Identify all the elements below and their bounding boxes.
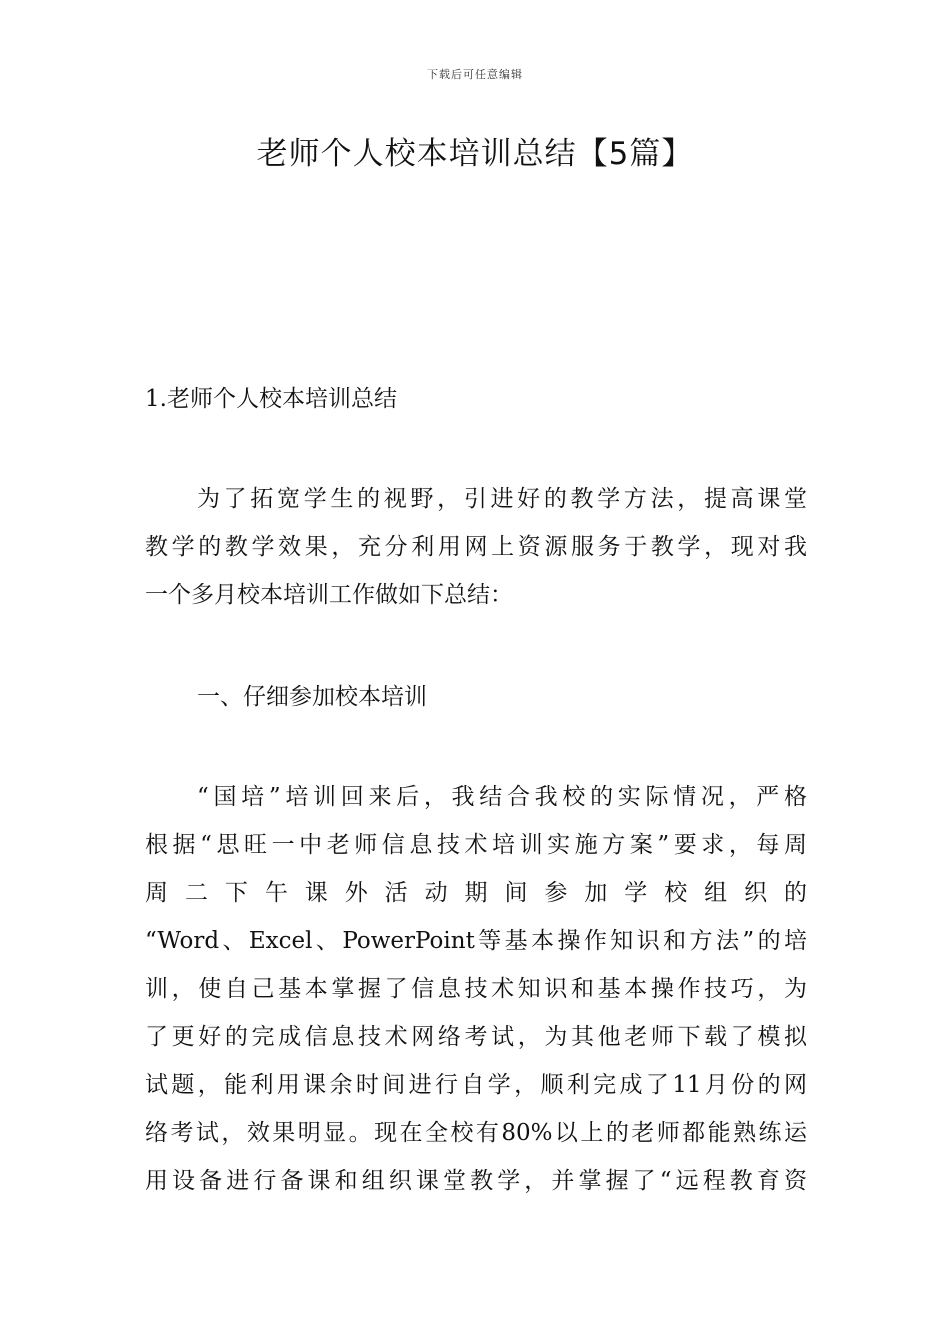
subheading-block xyxy=(145,673,807,721)
paragraph-line: 训，使自己基本掌握了信息技术知识和基本操作技巧，为 xyxy=(145,976,807,1002)
paragraph-line: 为了拓宽学生的视野，引进好的教学方法，提高课堂 xyxy=(197,486,807,512)
document-title: 老师个人校本培训总结【5篇】 xyxy=(256,136,694,172)
paragraph-line: 周二下午课外活动期间参加学校组织的 xyxy=(145,880,807,906)
paragraph-line: “国培”培训回来后，我结合我校的实际情况，严格 xyxy=(197,784,807,810)
paragraph-line: 用设备进行备课和组织课堂教学，并掌握了“远程教育资 xyxy=(145,1168,807,1194)
paragraph-line: 络考试，效果明显。现在全校有80%以上的老师都能熟练运 xyxy=(145,1120,807,1146)
section-heading-block xyxy=(145,375,807,423)
header-note: 下载后可任意编辑 xyxy=(427,68,523,81)
paragraph-1 xyxy=(145,475,807,619)
paragraph-line: 根据“思旺一中老师信息技术培训实施方案”要求，每周 xyxy=(145,832,807,858)
section-heading: 1.老师个人校本培训总结 xyxy=(145,386,397,412)
paragraph-2 xyxy=(145,773,807,1205)
subheading: 一、仔细参加校本培训 xyxy=(197,684,427,710)
paragraph-line: 教学的教学效果，充分利用网上资源服务于教学，现对我 xyxy=(145,534,807,560)
paragraph-line: 了更好的完成信息技术网络考试，为其他老师下载了模拟 xyxy=(145,1024,807,1050)
paragraph-line: 一个多月校本培训工作做如下总结： xyxy=(145,582,513,608)
paragraph-line: “Word、Excel、PowerPoint等基本操作知识和方法”的培 xyxy=(145,928,807,954)
paragraph-line: 试题，能利用课余时间进行自学，顺利完成了11月份的网 xyxy=(145,1072,807,1098)
